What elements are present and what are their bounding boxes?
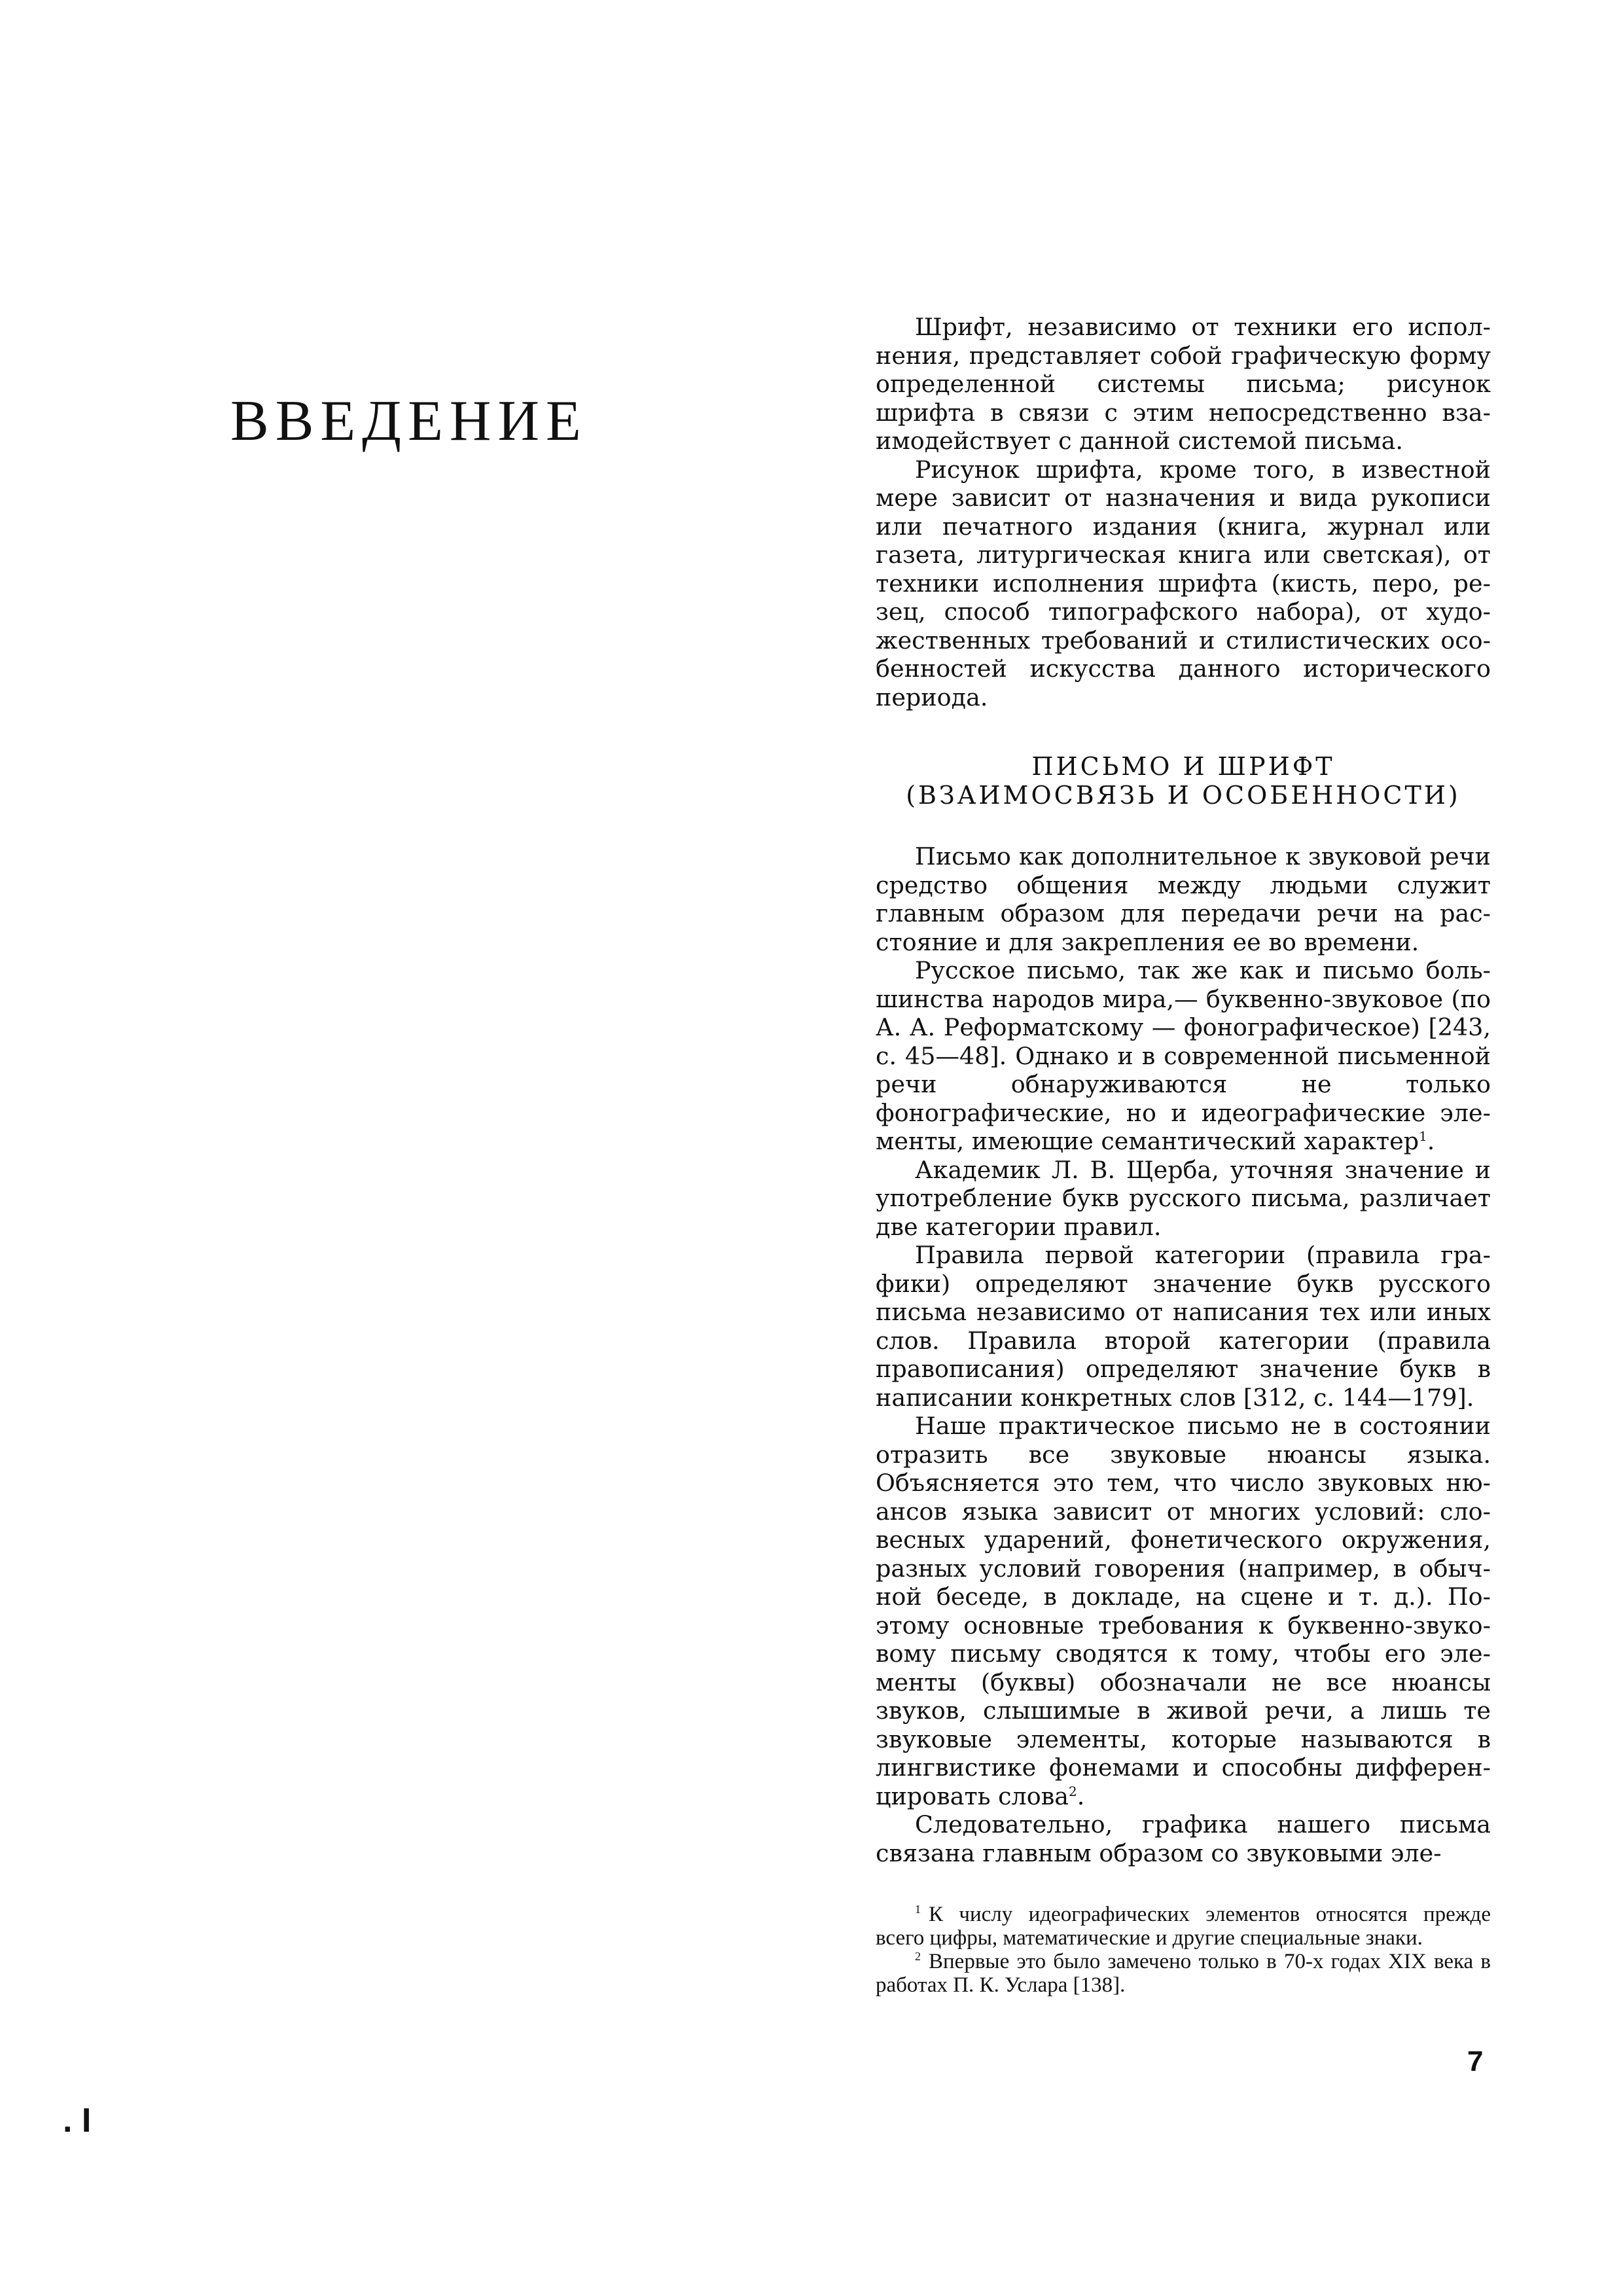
body-paragraph-6-text: Следовательно, графика нашего письма связана главным образом со звуковыми эле- <box>876 1810 1491 1867</box>
body-paragraph-3 <box>876 1156 1491 1242</box>
body-paragraph-5-text: Наше практическое письмо не в состоянии отразить все звуковые нюансы языка. Объясняется это тем, что число звуковых нюансов языка зависит от многих условий: словесных ударений, фонетического окружения, разных условий говорения (например, в обычной беседе, в докладе, на сцене и т. д.). Поэтому основные требования к буквенно-звуковому письму сводятся к тому, чтобы его элементы (буквы) обозначали не все нюансы звуков, слышимые в живой речи, а лишь те звуковые элементы, которые называются в лингвистике фонемами и способны дифференцировать слова <box>876 1412 1491 1810</box>
footnote-2-mark: 2 <box>915 1950 921 1963</box>
body-paragraph-5 <box>876 1412 1491 1810</box>
footnote-ref-2: 2 <box>1069 1783 1077 1799</box>
footnote-ref-1: 1 <box>1419 1128 1427 1144</box>
body-paragraph-3-text: Академик Л. В. Щерба, уточняя значение и употребление букв русского письма, различает две категории правил. <box>876 1155 1491 1241</box>
body-paragraph-2 <box>876 956 1491 1156</box>
page-number: 7 <box>1467 2045 1484 2077</box>
body-paragraph-1-text: Письмо как дополнительное к звуковой речи средство общения между людьми служит главным образом для передачи речи на расстояние и для закрепления ее во времени. <box>876 842 1491 956</box>
footnotes <box>876 1903 1491 1997</box>
body-paragraph-4-text: Правила первой категории (правила графики) определяют значение букв русского письма независимо от написания тех или иных слов. Правила второй категории (правила правописания) определяют значение букв в написании конкретных слов [312, с. 144—179]. <box>876 1241 1491 1412</box>
body-paragraph-4 <box>876 1241 1491 1412</box>
footnote-2-text: Впервые это было замечено только в 70-х годах XIX века в работах П. К. Услара [138]. <box>876 1950 1491 1997</box>
intro-paragraph-1: Шрифт, независимо от техники его исполнения, представляет собой графическую форму определенной системы письма; рисунок шрифта в связи с этим непосредственно взаимодействует с данной системой письма. <box>876 313 1491 455</box>
body-paragraph-5-tail: . <box>1077 1782 1085 1810</box>
corner-mark: . I <box>63 2102 92 2140</box>
footnote-1 <box>876 1903 1491 1950</box>
section-heading <box>876 752 1491 810</box>
body-paragraph-6 <box>876 1810 1491 1867</box>
intro-paragraph-2: Рисунок шрифта, кроме того, в известной мере зависит от назначения и вида рукописи или печатного издания (книга, журнал или газета, литургическая книга или светская), от техники исполнения шрифта (кисть, перо, резец, способ типографского набора), от художественных требований и стилистических особенностей искусства данного исторического периода. <box>876 455 1491 711</box>
section-heading-line-2: (ВЗАИМОСВЯЗЬ И ОСОБЕННОСТИ) <box>906 781 1461 810</box>
footnote-1-mark: 1 <box>915 1903 921 1916</box>
body-paragraph-2-tail: . <box>1427 1127 1435 1155</box>
footnote-1-text: К числу идеографических элементов относятся прежде всего цифры, математические и другие специальные знаки. <box>876 1903 1491 1950</box>
body-paragraph-1 <box>876 842 1491 956</box>
main-text-column <box>876 313 1491 1997</box>
footnote-2 <box>876 1950 1491 1997</box>
section-heading-line-1: ПИСЬМО И ШРИФТ <box>1031 752 1335 781</box>
body-paragraph-2-text: Русское письмо, так же как и письмо большинства народов мира,— буквенно-звуковое (по А. А. Реформатскому — фонографическое) [243, с. 45—48]. Однако и в современной письменной речи обнаруживаются не только фонографические, но и идеографические элементы, имеющие семантический характер <box>876 956 1491 1155</box>
chapter-title: ВВЕДЕНИЕ <box>230 389 588 453</box>
